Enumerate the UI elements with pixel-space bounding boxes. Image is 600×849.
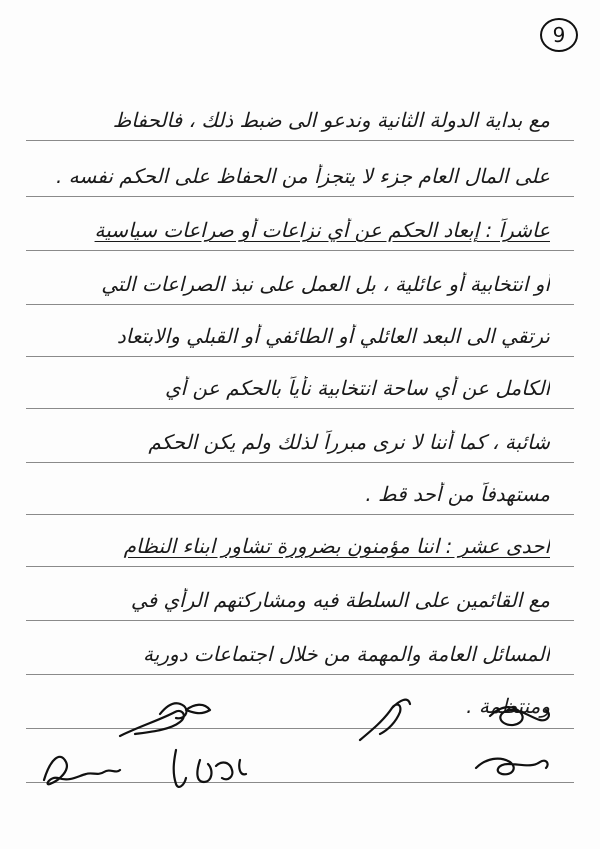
text-line: مع بداية الدولة الثانية وندعو الى ضبط ذلك ، فالحفاظ [112, 108, 550, 132]
signature-5 [174, 750, 246, 787]
ruled-line [26, 514, 574, 515]
ruled-line [26, 250, 574, 251]
text-line: شائبة ، كما أننا لا نرى مبرراً لذلك ولم يكن الحكم [148, 430, 550, 454]
ruled-line [26, 304, 574, 305]
text-line: مستهدفاً من أحد قط . [365, 482, 550, 506]
text-line: ومنتظمة . [466, 694, 550, 718]
signature-3 [490, 707, 549, 725]
page-number: 9 [540, 18, 578, 52]
signatures-area [0, 690, 600, 840]
ruled-line [26, 566, 574, 567]
ruled-line [26, 196, 574, 197]
ruled-line [26, 408, 574, 409]
text-line: المسائل العامة والمهمة من خلال اجتماعات دورية [143, 642, 550, 666]
text-line: أو انتخابية أو عائلية ، بل العمل على نبذ الصراعات التي [101, 272, 550, 296]
text-line: عاشراً : إبعاد الحكم عن أي نزاعات أو صراعات سياسية [94, 218, 550, 242]
ruled-line [26, 140, 574, 141]
text-line: الكامل عن أي ساحة انتخابية نأياً بالحكم عن أي [164, 376, 550, 400]
text-line: مع القائمين على السلطة فيه ومشاركتهم الرأي في [130, 588, 550, 612]
signature-6 [476, 759, 548, 775]
text-line: ترتقي الى البعد العائلي أو الطائفي أو القبلي والابتعاد [116, 324, 550, 348]
ruled-line [26, 356, 574, 357]
text-line: احدى عشر : اننا مؤمنون بضرورة تشاور ابناء النظام [123, 534, 550, 558]
ruled-line [26, 462, 574, 463]
signature-1 [120, 703, 210, 736]
text-line: على المال العام جزء لا يتجزأ من الحفاظ على الحكم نفسه . [55, 164, 550, 188]
ruled-line [26, 620, 574, 621]
signature-4 [44, 757, 120, 784]
ruled-line [26, 674, 574, 675]
signature-2 [360, 700, 410, 740]
